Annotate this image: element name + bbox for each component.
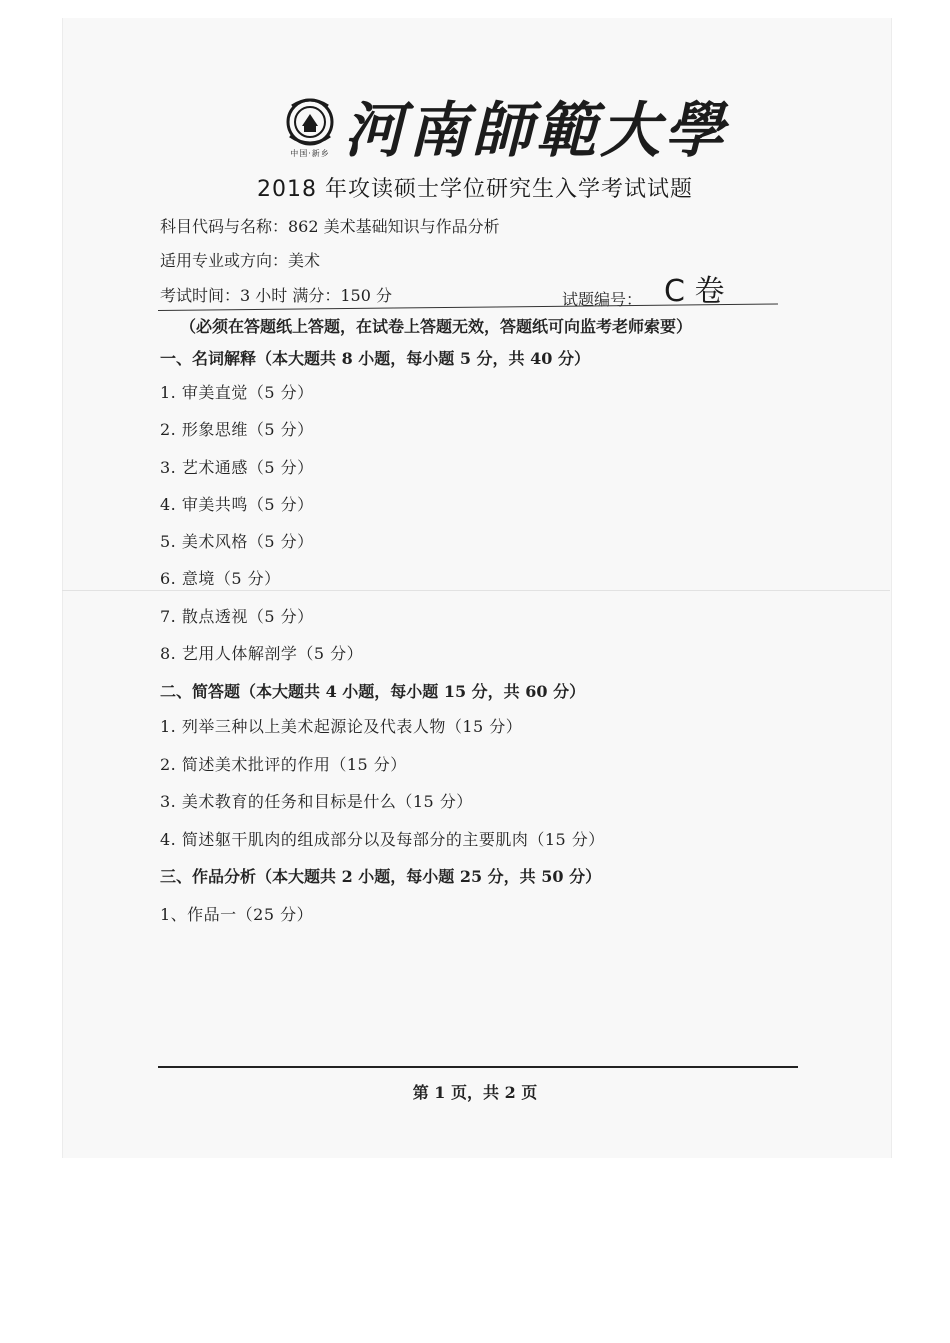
- question-item: 1、作品一（25 分）: [160, 905, 314, 924]
- question-item: 4. 审美共鸣（5 分）: [160, 495, 314, 514]
- page-number: 第 1 页，共 2 页: [412, 1083, 538, 1102]
- university-logo: [282, 96, 338, 162]
- question-item: 4. 简述躯干肌肉的组成部分以及每部分的主要肌肉（15 分）: [160, 830, 605, 849]
- exam-title: 2018 年攻读硕士学位研究生入学考试试题: [257, 177, 693, 202]
- logo-caption: 中国·新乡: [290, 149, 330, 158]
- section-heading: 三、作品分析（本大题共 2 小题，每小题 25 分，共 50 分）: [160, 867, 602, 886]
- university-name: 河南師範大學: [344, 96, 728, 166]
- exam-number-label: 试题编号：: [562, 290, 643, 309]
- question-item: 2. 简述美术批评的作用（15 分）: [160, 755, 407, 774]
- subject-line: 科目代码与名称：862 美术基础知识与作品分析: [160, 217, 500, 236]
- question-item: 3. 艺术通感（5 分）: [160, 458, 314, 477]
- time-score-line: 考试时间：3 小时 满分：150 分: [160, 286, 392, 305]
- question-item: 5. 美术风格（5 分）: [160, 532, 314, 551]
- question-item: 3. 美术教育的任务和目标是什么（15 分）: [160, 792, 473, 811]
- question-item: 1. 列举三种以上美术起源论及代表人物（15 分）: [160, 717, 523, 736]
- question-item: 8. 艺用人体解剖学（5 分）: [160, 644, 364, 663]
- footer-divider: [158, 1066, 798, 1068]
- paper-fold-line: [62, 590, 890, 591]
- question-item: 6. 意境（5 分）: [160, 569, 281, 588]
- section-heading: 一、名词解释（本大题共 8 小题，每小题 5 分，共 40 分）: [160, 349, 590, 368]
- question-item: 2. 形象思维（5 分）: [160, 420, 314, 439]
- emblem-icon: [282, 96, 338, 148]
- question-item: 1. 审美直觉（5 分）: [160, 383, 314, 402]
- major-line: 适用专业或方向：美术: [160, 251, 321, 270]
- volume-mark: C 卷: [664, 274, 725, 309]
- section-heading: 二、简答题（本大题共 4 小题，每小题 15 分，共 60 分）: [160, 682, 586, 701]
- question-item: 7. 散点透视（5 分）: [160, 607, 314, 626]
- answer-notice: （必须在答题纸上答题，在试卷上答题无效，答题纸可向监考老师索要）: [180, 317, 693, 336]
